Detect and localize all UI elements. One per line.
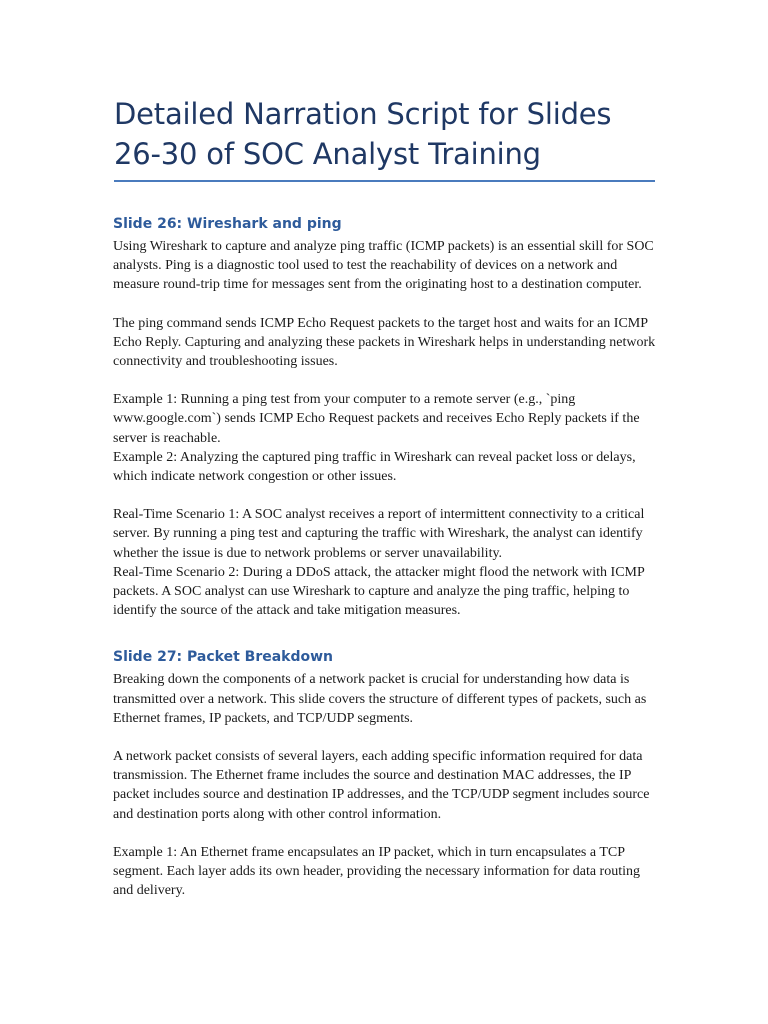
document-body [113,213,658,926]
section-slide-27 [113,646,658,900]
paragraph: Using Wireshark to capture and analyze ping traffic (ICMP packets) is an essential skill for SOC analysts. Ping is a diagnostic tool used to test the reachability of devices on a network and measure round-trip time for messages sent from the originating host to a destination computer. [113,239,654,293]
paragraph: Example 1: An Ethernet frame encapsulates an IP packet, which in turn encapsulates a TCP segment. Each layer adds its own header, providing the necessary information for data routing and delivery. [113,844,640,899]
example-line: Example 1: Running a ping test from your computer to a remote server (e.g., `ping www.google.com`) sends ICMP Echo Request packets and receives Echo Reply packets if the server is reachable. [113,392,640,446]
paragraph: A network packet consists of several layers, each adding specific information required for data transmission. The Ethernet frame includes the source and destination MAC addresses, the IP packet includes source and destination IP addresses, and the TCP/UDP segment includes source and destination ports along with other control information. [113,749,650,822]
scenario-line: Real-Time Scenario 1: A SOC analyst receives a report of intermittent connectivity to a critical server. By running a ping test and capturing the traffic with Wireshark, the analyst can identify whether the issue is due to network problems or server unavailability. [113,507,645,561]
section-heading: Slide 26: Wireshark and ping [113,216,342,232]
title-underline [114,180,655,182]
scenario-line: Real-Time Scenario 2: During a DDoS attack, the attacker might flood the network with ICMP packets. A SOC analyst can use Wireshark to capture and analyze the ping traffic, helping to identify the source of the attack and take mitigation measures. [113,564,645,619]
page-title: Detailed Narration Script for Slides 26-30 of SOC Analyst Training [114,97,612,171]
paragraph-scenarios [113,505,658,620]
section-heading: Slide 27: Packet Breakdown [113,649,334,666]
paragraph: The ping command sends ICMP Echo Request packets to the target host and waits for an ICMP Echo Reply. Capturing and analyzing these packets in Wireshark helps in understanding network connectivity and troubleshooting issues. [113,315,656,370]
section-slide-26 [113,213,658,620]
paragraph-examples [113,390,658,486]
paragraph: Breaking down the components of a network packet is crucial for understanding how data is transmitted over a network. This slide covers the structure of different types of packets, such as Ethernet frames, IP packets, and TCP/UDP segments. [113,672,647,726]
example-line: Example 2: Analyzing the captured ping traffic in Wireshark can reveal packet loss or delays, which indicate network congestion or other issues. [113,449,636,485]
